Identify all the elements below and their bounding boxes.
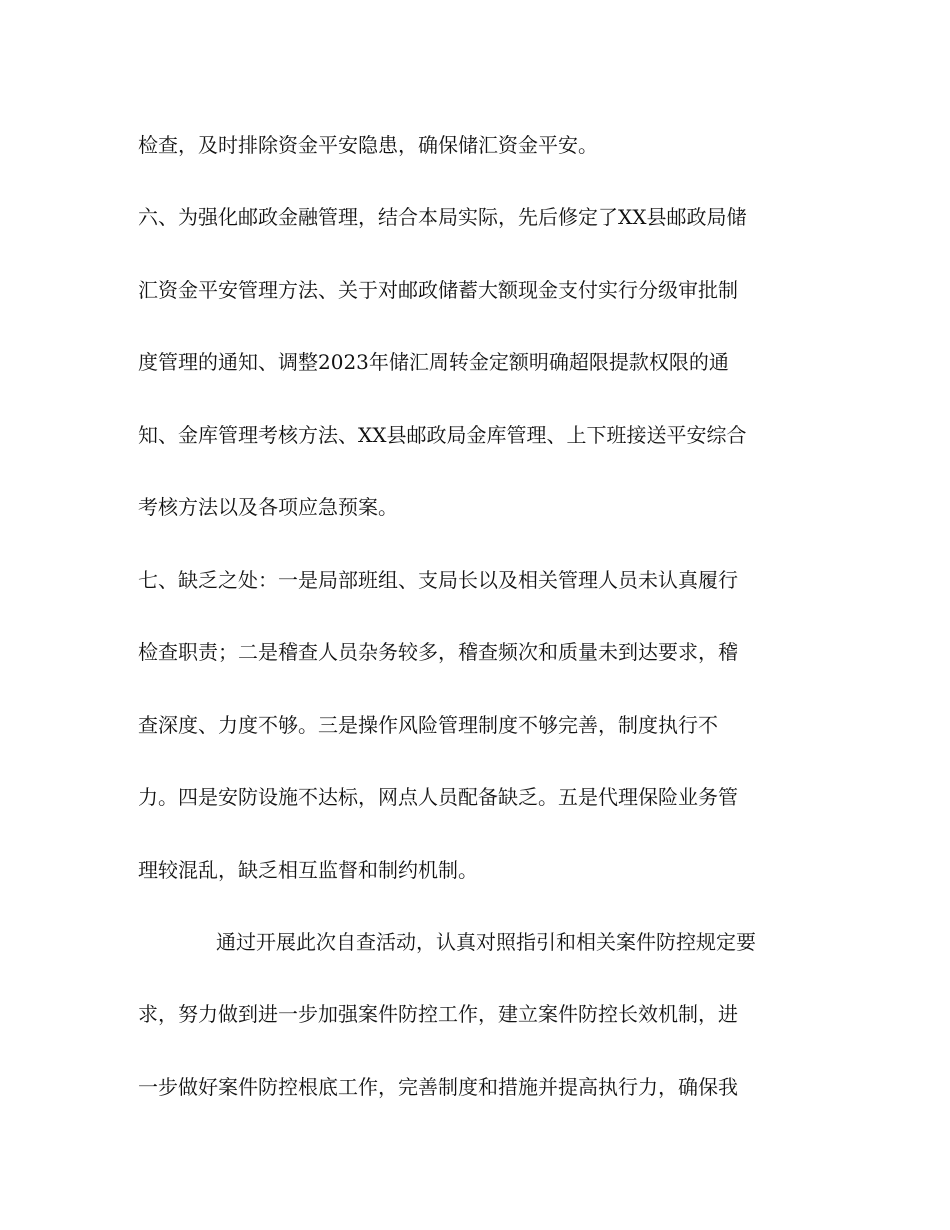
text-line: 一步做好案件防控根底工作，完善制度和措施并提高执行力，确保我	[138, 1075, 738, 1099]
text-line: 检查职责；二是稽查人员杂务较多，稽查频次和质量未到达要求，稽	[138, 640, 738, 664]
text-line: 汇资金平安管理方法、关于对邮政储蓄大额现金支付实行分级审批制	[138, 278, 738, 302]
text-line: 查深度、力度不够。三是操作风险管理制度不够完善，制度执行不	[138, 713, 718, 737]
text-line-paragraph-start: 通过开展此次自查活动，认真对照指引和相关案件防控规定要	[216, 930, 756, 954]
text-line: 检查，及时排除资金平安隐患，确保储汇资金平安。	[138, 133, 598, 157]
text-line: 六、为强化邮政金融管理，结合本局实际，先后修定了XX县邮政局储	[138, 205, 747, 229]
text-line: 力。四是安防设施不达标，网点人员配备缺乏。五是代理保险业务管	[138, 785, 738, 809]
text-line: 考核方法以及各项应急预案。	[138, 495, 398, 519]
text-line: 理较混乱，缺乏相互监督和制约机制。	[138, 858, 478, 882]
text-line: 求，努力做到进一步加强案件防控工作，建立案件防控长效机制，进	[138, 1002, 738, 1026]
text-line: 知、金库管理考核方法、XX县邮政局金库管理、上下班接送平安综合	[138, 423, 747, 447]
text-line: 七、缺乏之处：一是局部班组、支局长以及相关管理人员未认真履行	[138, 568, 738, 592]
text-line: 度管理的通知、调整2023年储汇周转金定额明确超限提款权限的通	[138, 350, 729, 374]
